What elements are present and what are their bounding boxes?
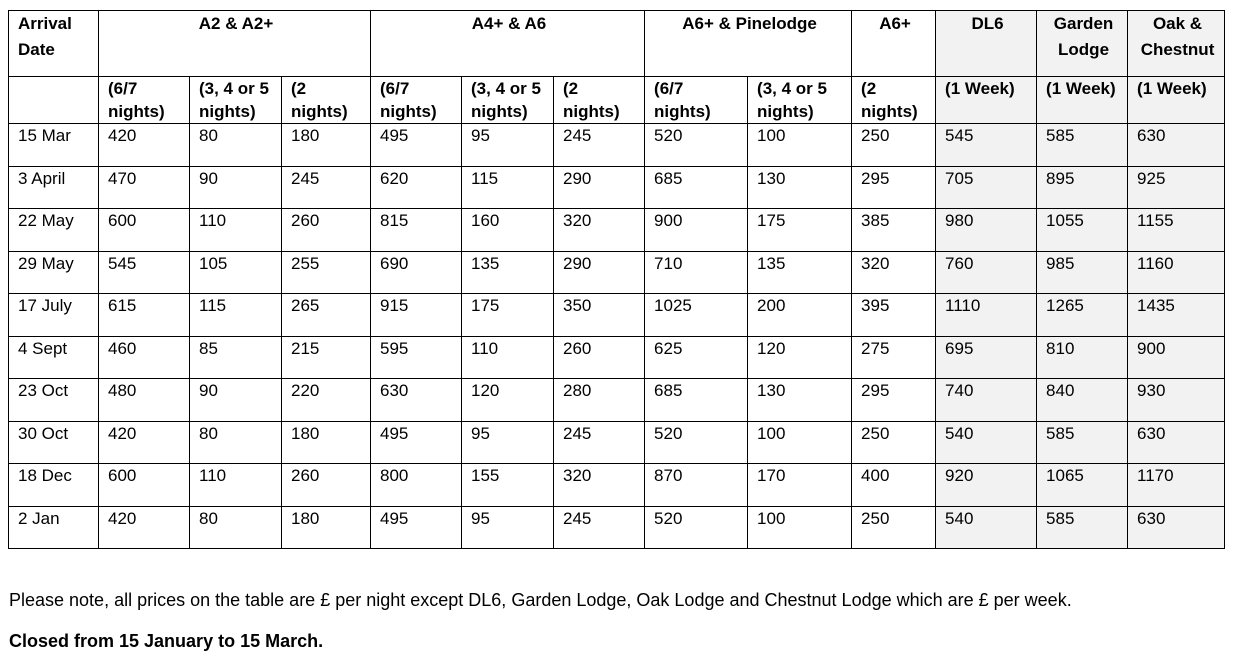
group-header-a4-a6: A4+ & A6 xyxy=(371,11,645,77)
price-cell: 695 xyxy=(936,336,1037,379)
price-cell: 105 xyxy=(190,251,282,294)
price-cell: 260 xyxy=(554,336,645,379)
price-cell: 545 xyxy=(99,251,190,294)
price-cell: 920 xyxy=(936,464,1037,507)
price-cell: 630 xyxy=(371,379,462,422)
price-cell: 320 xyxy=(554,209,645,252)
price-cell: 290 xyxy=(554,251,645,294)
price-cell: 840 xyxy=(1037,379,1128,422)
price-cell: 95 xyxy=(462,124,554,167)
price-cell: 170 xyxy=(748,464,852,507)
price-cell: 385 xyxy=(852,209,936,252)
price-cell: 620 xyxy=(371,166,462,209)
table-row xyxy=(9,166,1225,209)
arrival-date-cell: 17 July xyxy=(9,294,99,337)
price-cell: 815 xyxy=(371,209,462,252)
price-cell: 685 xyxy=(645,379,748,422)
price-cell: 1435 xyxy=(1128,294,1225,337)
price-cell: 625 xyxy=(645,336,748,379)
price-cell: 800 xyxy=(371,464,462,507)
price-cell: 110 xyxy=(190,464,282,507)
price-cell: 1110 xyxy=(936,294,1037,337)
price-cell: 90 xyxy=(190,166,282,209)
table-row xyxy=(9,421,1225,464)
table-row xyxy=(9,209,1225,252)
group-header-a2: A2 & A2+ xyxy=(99,11,371,77)
price-cell: 175 xyxy=(748,209,852,252)
price-cell: 130 xyxy=(748,379,852,422)
price-cell: 245 xyxy=(554,124,645,167)
subheader-row xyxy=(9,77,1225,124)
price-cell: 120 xyxy=(462,379,554,422)
price-cell: 295 xyxy=(852,166,936,209)
price-cell: 470 xyxy=(99,166,190,209)
arrival-date-cell: 30 Oct xyxy=(9,421,99,464)
price-cell: 900 xyxy=(1128,336,1225,379)
price-cell: 685 xyxy=(645,166,748,209)
price-cell: 115 xyxy=(190,294,282,337)
subheader-cell: (3, 4 or 5 nights) xyxy=(748,77,852,124)
arrival-date-cell: 15 Mar xyxy=(9,124,99,167)
price-cell: 585 xyxy=(1037,421,1128,464)
price-cell: 245 xyxy=(282,166,371,209)
price-cell: 250 xyxy=(852,421,936,464)
price-cell: 1160 xyxy=(1128,251,1225,294)
subheader-cell: (3, 4 or 5 nights) xyxy=(190,77,282,124)
price-cell: 295 xyxy=(852,379,936,422)
subheader-cell: (2 nights) xyxy=(852,77,936,124)
price-cell: 245 xyxy=(554,506,645,549)
price-cell: 100 xyxy=(748,421,852,464)
price-cell: 1170 xyxy=(1128,464,1225,507)
subheader-cell: (3, 4 or 5 nights) xyxy=(462,77,554,124)
arrival-date-header: Arrival Date xyxy=(9,11,99,77)
price-cell: 130 xyxy=(748,166,852,209)
price-cell: 980 xyxy=(936,209,1037,252)
price-cell: 595 xyxy=(371,336,462,379)
price-cell: 90 xyxy=(190,379,282,422)
price-cell: 705 xyxy=(936,166,1037,209)
price-cell: 925 xyxy=(1128,166,1225,209)
price-cell: 110 xyxy=(190,209,282,252)
price-cell: 630 xyxy=(1128,421,1225,464)
price-cell: 180 xyxy=(282,124,371,167)
subheader-cell: (2 nights) xyxy=(554,77,645,124)
price-cell: 420 xyxy=(99,124,190,167)
price-cell: 100 xyxy=(748,124,852,167)
price-cell: 710 xyxy=(645,251,748,294)
price-cell: 215 xyxy=(282,336,371,379)
price-cell: 95 xyxy=(462,421,554,464)
group-header-a6plus: A6+ xyxy=(852,11,936,77)
price-cell: 110 xyxy=(462,336,554,379)
table-row xyxy=(9,251,1225,294)
price-cell: 495 xyxy=(371,506,462,549)
arrival-date-cell: 29 May xyxy=(9,251,99,294)
price-cell: 250 xyxy=(852,124,936,167)
group-header-a6plus-pinelodge: A6+ & Pinelodge xyxy=(645,11,852,77)
price-cell: 420 xyxy=(99,506,190,549)
price-cell: 1025 xyxy=(645,294,748,337)
table-row xyxy=(9,124,1225,167)
price-cell: 220 xyxy=(282,379,371,422)
price-cell: 320 xyxy=(852,251,936,294)
price-cell: 115 xyxy=(462,166,554,209)
price-cell: 135 xyxy=(462,251,554,294)
price-cell: 80 xyxy=(190,124,282,167)
price-cell: 95 xyxy=(462,506,554,549)
price-cell: 480 xyxy=(99,379,190,422)
price-cell: 495 xyxy=(371,124,462,167)
table-row xyxy=(9,294,1225,337)
price-cell: 400 xyxy=(852,464,936,507)
group-header-garden-lodge: Garden Lodge xyxy=(1037,11,1128,77)
price-cell: 265 xyxy=(282,294,371,337)
price-cell: 900 xyxy=(645,209,748,252)
price-cell: 545 xyxy=(936,124,1037,167)
price-cell: 245 xyxy=(554,421,645,464)
price-cell: 585 xyxy=(1037,506,1128,549)
price-cell: 870 xyxy=(645,464,748,507)
table-row xyxy=(9,336,1225,379)
price-cell: 260 xyxy=(282,209,371,252)
group-header-oak-chestnut: Oak & Chestnut xyxy=(1128,11,1225,77)
price-cell: 100 xyxy=(748,506,852,549)
price-cell: 120 xyxy=(748,336,852,379)
price-cell: 520 xyxy=(645,421,748,464)
price-cell: 630 xyxy=(1128,506,1225,549)
price-note: Please note, all prices on the table are £ per night except DL6, Garden Lodge, Oak Lodge and Chestnut Lodge which are £ per week. xyxy=(9,590,1072,610)
price-cell: 155 xyxy=(462,464,554,507)
price-cell: 85 xyxy=(190,336,282,379)
price-cell: 135 xyxy=(748,251,852,294)
price-cell: 630 xyxy=(1128,124,1225,167)
price-cell: 395 xyxy=(852,294,936,337)
price-cell: 200 xyxy=(748,294,852,337)
price-cell: 520 xyxy=(645,506,748,549)
subheader-cell: (6/7 nights) xyxy=(371,77,462,124)
price-cell: 460 xyxy=(99,336,190,379)
price-cell: 180 xyxy=(282,421,371,464)
arrival-date-cell: 22 May xyxy=(9,209,99,252)
price-cell: 915 xyxy=(371,294,462,337)
subheader-cell: (6/7 nights) xyxy=(645,77,748,124)
price-cell: 600 xyxy=(99,209,190,252)
price-cell: 690 xyxy=(371,251,462,294)
group-header-row xyxy=(9,11,1225,77)
price-cell: 80 xyxy=(190,421,282,464)
price-cell: 540 xyxy=(936,506,1037,549)
subheader-cell: (1 Week) xyxy=(1037,77,1128,124)
price-cell: 615 xyxy=(99,294,190,337)
subheader-cell: (1 Week) xyxy=(936,77,1037,124)
price-cell: 160 xyxy=(462,209,554,252)
subheader-cell: (2 nights) xyxy=(282,77,371,124)
subheader-cell: (6/7 nights) xyxy=(99,77,190,124)
closed-note: Closed from 15 January to 15 March. xyxy=(9,631,324,651)
subheader-cell: (1 Week) xyxy=(1128,77,1225,124)
table-row xyxy=(9,506,1225,549)
arrival-date-cell: 18 Dec xyxy=(9,464,99,507)
arrival-date-cell: 2 Jan xyxy=(9,506,99,549)
group-header-dl6: DL6 xyxy=(936,11,1037,77)
arrival-date-cell: 3 April xyxy=(9,166,99,209)
price-cell: 175 xyxy=(462,294,554,337)
price-cell: 420 xyxy=(99,421,190,464)
price-cell: 760 xyxy=(936,251,1037,294)
price-cell: 260 xyxy=(282,464,371,507)
price-cell: 495 xyxy=(371,421,462,464)
price-cell: 810 xyxy=(1037,336,1128,379)
price-cell: 585 xyxy=(1037,124,1128,167)
price-table xyxy=(8,10,1225,549)
price-cell: 740 xyxy=(936,379,1037,422)
price-cell: 930 xyxy=(1128,379,1225,422)
price-cell: 1055 xyxy=(1037,209,1128,252)
price-cell: 290 xyxy=(554,166,645,209)
price-cell: 520 xyxy=(645,124,748,167)
price-cell: 985 xyxy=(1037,251,1128,294)
price-cell: 895 xyxy=(1037,166,1128,209)
price-cell: 250 xyxy=(852,506,936,549)
price-cell: 1065 xyxy=(1037,464,1128,507)
price-cell: 275 xyxy=(852,336,936,379)
price-cell: 320 xyxy=(554,464,645,507)
price-cell: 600 xyxy=(99,464,190,507)
price-cell: 350 xyxy=(554,294,645,337)
price-cell: 540 xyxy=(936,421,1037,464)
price-cell: 280 xyxy=(554,379,645,422)
arrival-date-cell: 23 Oct xyxy=(9,379,99,422)
price-cell: 180 xyxy=(282,506,371,549)
price-cell: 80 xyxy=(190,506,282,549)
subheader-empty-cell xyxy=(9,77,99,124)
table-row xyxy=(9,464,1225,507)
price-cell: 255 xyxy=(282,251,371,294)
price-cell: 1265 xyxy=(1037,294,1128,337)
arrival-date-cell: 4 Sept xyxy=(9,336,99,379)
price-cell: 1155 xyxy=(1128,209,1225,252)
table-row xyxy=(9,379,1225,422)
